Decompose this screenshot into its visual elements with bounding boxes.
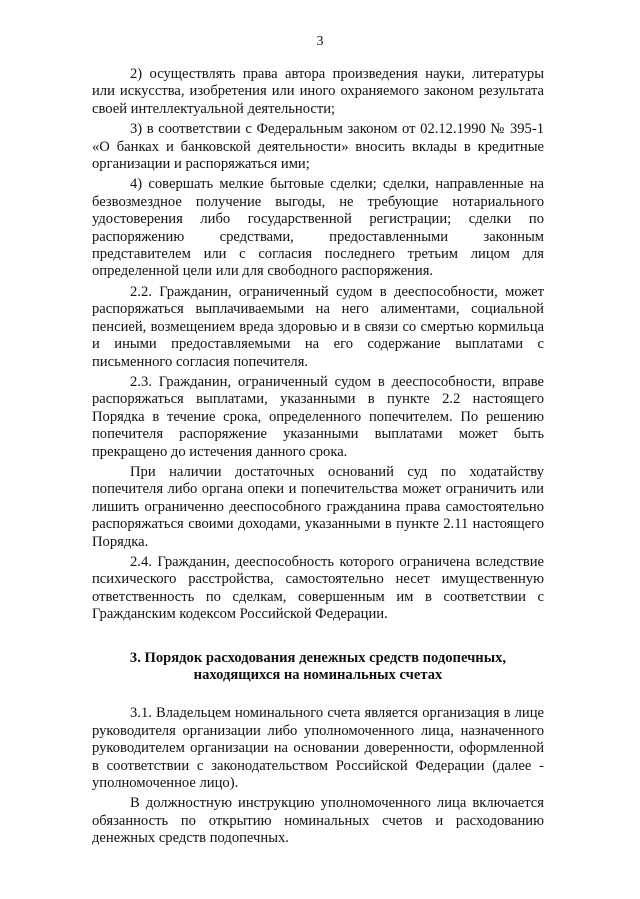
- document-body: [92, 66, 544, 851]
- paragraph-item-3: 3) в соответствии с Федеральным законом от 02.12.1990 № 395-1 «О банках и банковской деятельности» вносить вклады в кредитные организации и распоряжаться ими;: [92, 121, 544, 173]
- paragraph-court-limitation: При наличии достаточных оснований суд по ходатайству попечителя либо органа опеки и попечительства может ограничить или лишить ограниченно дееспособного гражданина права самостоятельно распоряжаться своими доходами, указанными в пункте 2.11 настоящего Порядка.: [92, 463, 544, 550]
- paragraph-item-2: 2) осуществлять права автора произведения науки, литературы или искусства, изобретения или иного охраняемого законом результата своей интеллектуальной деятельности;: [92, 66, 544, 117]
- paragraph-2-3: 2.3. Гражданин, ограниченный судом в дееспособности, вправе распоряжаться выплатами, указанными в пункте 2.2 настоящего Порядка в течение срока, определенного попечителем. По решению попечителя распоряжение указанными выплатами может быть прекращено до истечения данного срока.: [92, 373, 544, 460]
- page-number: 3: [316, 34, 324, 49]
- paragraph-3-1: 3.1. Владельцем номинального счета является организация в лице руководителя организации либо уполномоченного лица, назначенного руководителем организации на основании доверенности, оформленной в соответствии с законодательством Российской Федерации (далее - уполномоченное лицо).: [92, 705, 544, 792]
- paragraph-item-4: 4) совершать мелкие бытовые сделки; сделки, направленные на безвозмездное получение выгоды, не требующие нотариального удостоверения либо государственной регистрации; сделки по распоряжению средствами, предоставленными законным представителем или с согласия последнего третьим лицом для определенной цели или для свободного распоряжения.: [92, 176, 544, 280]
- paragraph-2-2: 2.2. Гражданин, ограниченный судом в дееспособности, может распоряжаться выплачиваемыми на него алиментами, социальной пенсией, возмещением вреда здоровью и в связи со смертью кормильца и иными предоставляемыми на его содержание выплатами с письменного согласия попечителя.: [92, 283, 544, 370]
- paragraph-job-instruction: В должностную инструкцию уполномоченного лица включается обязанность по открытию номинальных счетов и расходованию денежных средств подопечных.: [92, 795, 544, 847]
- paragraph-2-4: 2.4. Гражданин, дееспособность которого ограничена вследствие психического расстройства, самостоятельно несет имущественную ответственность по сделкам, совершенным им в соответствии с Гражданским кодексом Российской Федерации.: [92, 553, 544, 623]
- section-heading: [92, 650, 544, 685]
- section-heading-line-1: 3. Порядок расходования денежных средств подопечных,: [129, 649, 507, 666]
- section-heading-line-2: находящихся на номинальных счетах: [193, 667, 443, 683]
